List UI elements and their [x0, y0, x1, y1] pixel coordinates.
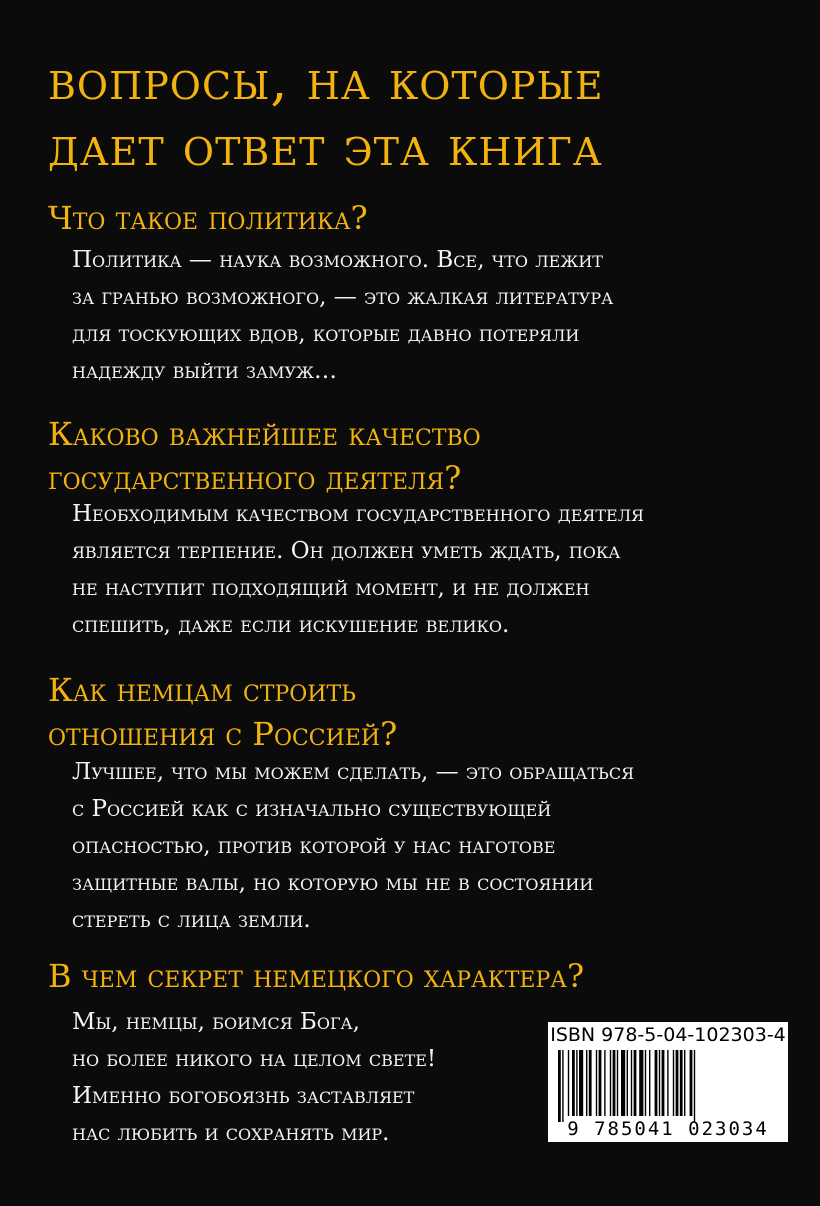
barcode-bar: [572, 1050, 575, 1116]
barcode-bar: [676, 1050, 679, 1116]
answer-text: Лучшее, что мы можем сделать, — это обращаться с Россией как с изначально существующей опасностью, против которой у нас наготове защитные валы, но которую мы не в состоянии стереть с лица земли.: [72, 759, 634, 933]
barcode-bar: [662, 1050, 665, 1116]
barcode-bar: [621, 1050, 625, 1116]
title-line-2: дает ответ эта книга: [48, 115, 603, 178]
page-title: [48, 48, 788, 180]
barcode-bar: [655, 1050, 658, 1116]
barcode-bar: [579, 1050, 583, 1116]
barcode-bar: [562, 1050, 563, 1122]
barcode-bar: [634, 1050, 637, 1116]
barcode-bar: [639, 1050, 643, 1116]
barcode-bar: [586, 1050, 587, 1116]
barcode-bar: [690, 1050, 693, 1116]
barcode-bar: [649, 1050, 650, 1116]
question-heading: В чем секрет немецкого характера?: [48, 957, 585, 995]
barcode-bar: [627, 1050, 628, 1116]
barcode-bar: [684, 1050, 685, 1116]
barcode-bar: [680, 1050, 683, 1116]
answer-text: Мы, немцы, боимся Бога, но более никого на целом свете! Именно богобоязнь заставляет нас любить и сохранять мир.: [72, 1009, 437, 1146]
question-heading: Каково важнейшее качество государственного деятеля?: [48, 415, 481, 497]
barcode-bar: [596, 1050, 597, 1116]
isbn-barcode: [548, 1022, 788, 1142]
answer-text: Необходимым качеством государственного деятеля является терпение. Он должен уметь ждать, пока не наступит подходящий момент, и не должен спешить, даже если искушение велико.: [72, 501, 644, 638]
barcode-bar: [631, 1050, 632, 1116]
barcode-bar: [694, 1050, 695, 1122]
answer-text: Политика — наука возможного. Все, что лежит за гранью возможного, — это жалкая литература для тоскующих вдов, которые давно потеряли надежду выйти замуж…: [72, 247, 614, 384]
barcode-bar: [659, 1050, 660, 1116]
barcode-bar: [568, 1050, 569, 1116]
question-heading: Что такое политика?: [48, 199, 368, 237]
barcode-bar: [667, 1050, 668, 1116]
barcode-bar: [599, 1050, 602, 1116]
barcode-bar: [673, 1050, 674, 1116]
barcode-digits: 9 785041 023034: [567, 1118, 769, 1140]
title-line-1: вопросы, на которые: [48, 49, 604, 112]
barcode-bar: [604, 1050, 605, 1116]
barcode-bar: [558, 1050, 561, 1122]
barcode-bar: [617, 1050, 618, 1116]
barcode-bar: [645, 1050, 646, 1116]
barcode-bar: [576, 1050, 577, 1116]
isbn-label: ISBN 978-5-04-102303-4: [550, 1024, 786, 1046]
barcode-bar: [613, 1050, 616, 1116]
question-heading: Как немцам строить отношения с Россией?: [48, 671, 398, 753]
barcode-bar: [610, 1050, 611, 1116]
barcode-bar: [589, 1050, 592, 1116]
